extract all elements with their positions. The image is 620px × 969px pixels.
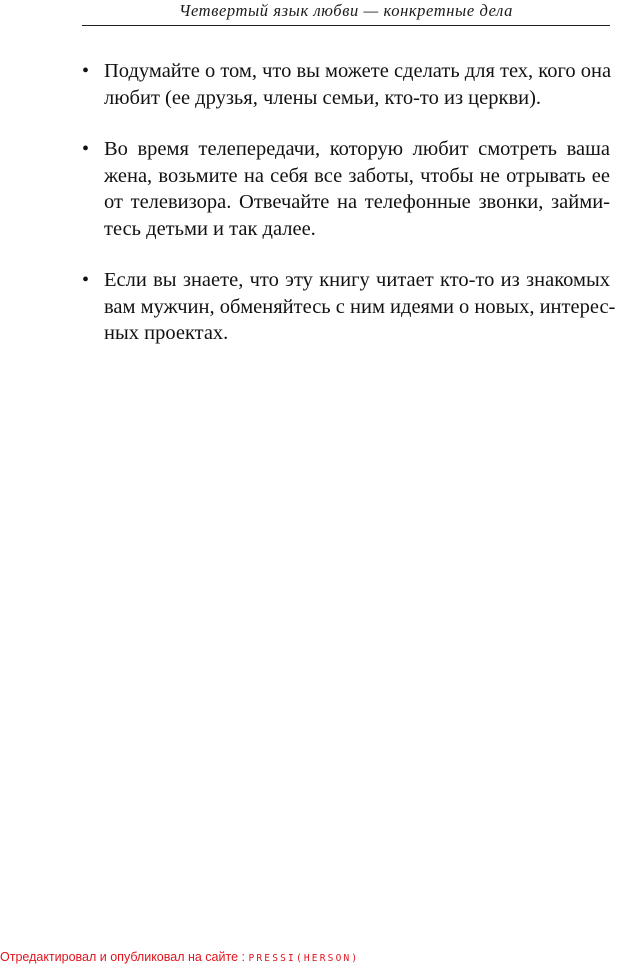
bullet-line: любит (ее друзья, члены семьи, кто-то из церкви). [104, 86, 542, 109]
bullet-line: Во время телепередачи, которую любит смотреть ваша [104, 138, 610, 160]
footer-site-name[interactable]: PRESSI(HERSON) [248, 953, 360, 964]
running-header [82, 0, 610, 26]
bullet-line: вам мужчин, обменяйтесь с ним идеями о новых, интерес- [104, 295, 616, 318]
footer-credit-text: Отредактировал и опубликовал на сайте [0, 950, 239, 964]
footer-separator: : [238, 950, 249, 964]
bullet-item-1 [82, 58, 610, 111]
bullet-line: от телевизора. Отвечайте на телефонные звонки, займи- [104, 191, 610, 213]
bullet-marker: • [82, 269, 90, 291]
bullet-line: ных проектах. [104, 322, 229, 344]
bullet-marker: • [82, 60, 90, 82]
bullet-line: жена, возьмите на себя все заботы, чтобы не отрывать ее [104, 164, 610, 187]
footer-credit [0, 949, 359, 967]
bullet-line: тесь детьми и так далее. [104, 217, 316, 240]
bullet-item-3 [82, 267, 616, 347]
bullet-line: Подумайте о том, что вы можете сделать для тех, кого она [104, 60, 612, 82]
bullet-list [82, 58, 616, 347]
running-header-title: Четвертый язык любви — конкретные дела [179, 1, 513, 20]
bullet-line: Если вы знаете, что эту книгу читает кто-то из знакомых [104, 269, 610, 291]
bullet-item-2 [82, 136, 610, 242]
bullet-marker: • [82, 138, 90, 160]
